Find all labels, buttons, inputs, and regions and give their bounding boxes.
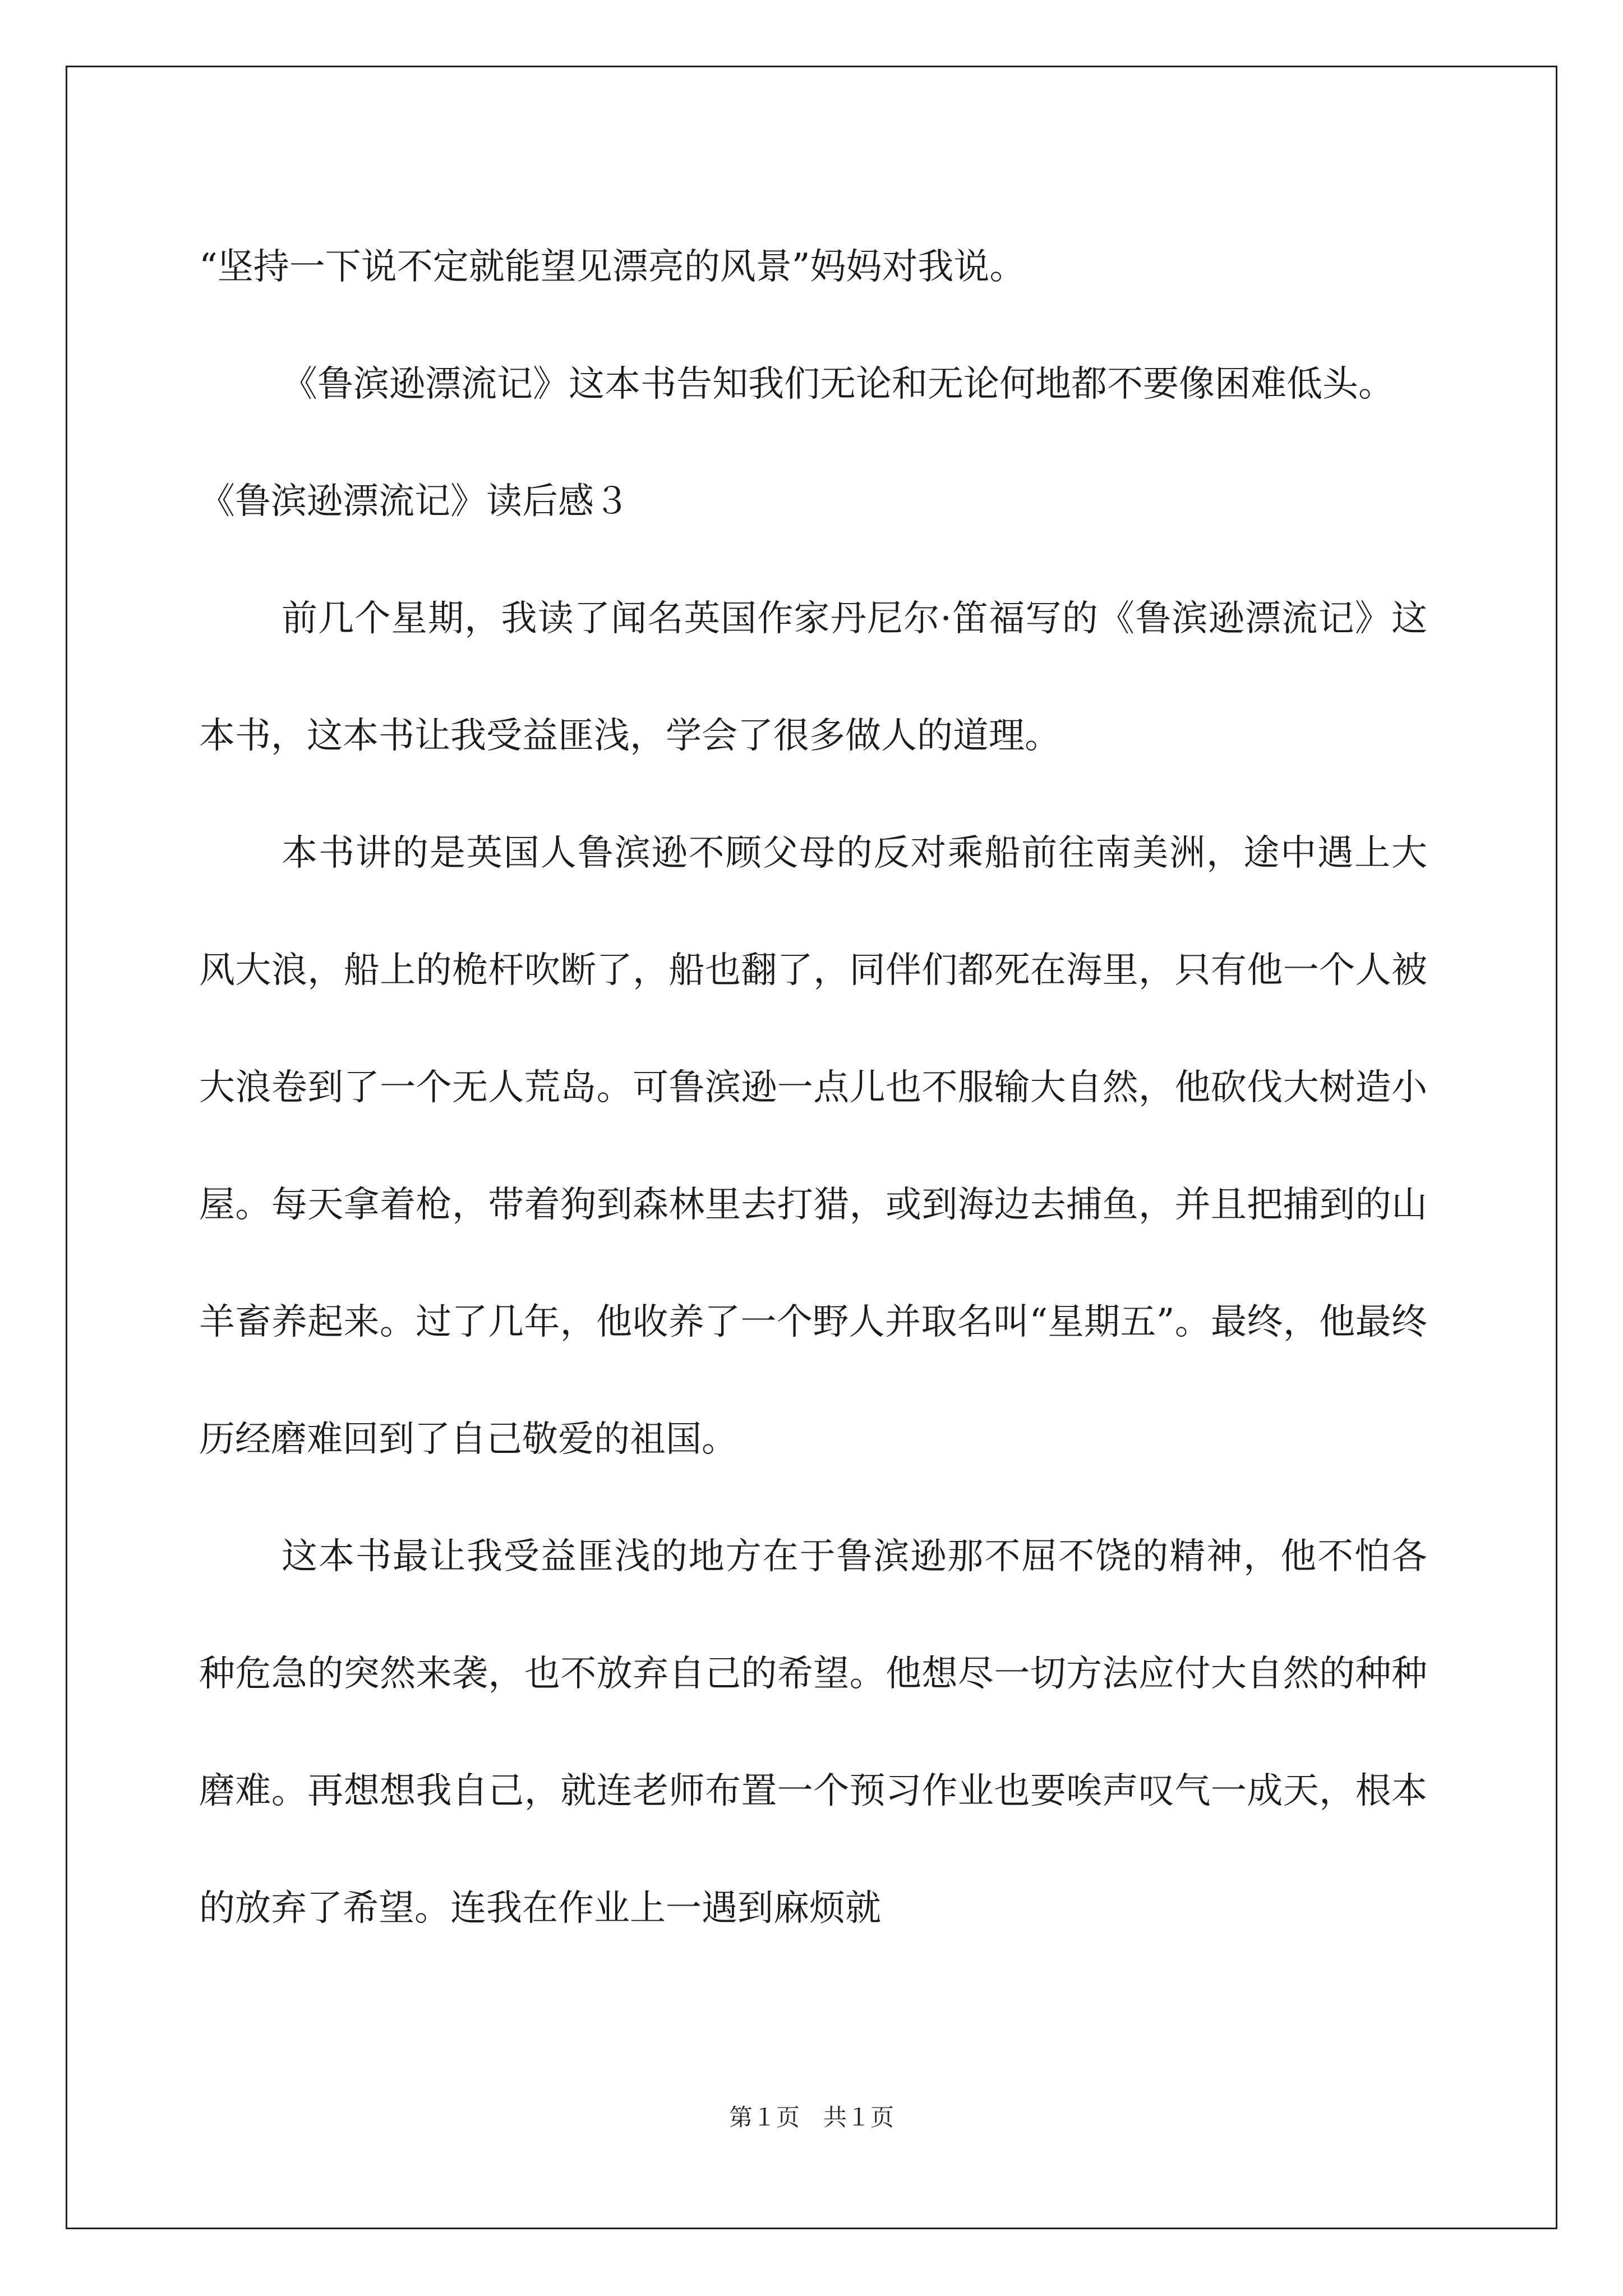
paragraph-reflection: 这本书最让我受益匪浅的地方在于鲁滨逊那不屈不饶的精神，他不怕各种危急的突然来袭，也不放弃自己的希望。他想尽一切方法应付大自然的种种磨难。再想想我自己，就连老师布置一个预习作业也要唉声叹气一成天，根本的放弃了希望。连我在作业上一遇到麻烦就	[199, 1536, 1427, 1929]
paragraph-intro: 前几个星期，我读了闻名英国作家丹尼尔·笛福写的《鲁滨逊漂流记》这本书，这本书让我受益匪浅，学会了很多做人的道理。	[199, 598, 1427, 757]
paragraph-conclusion: 《鲁滨逊漂流记》这本书告知我们无论和无论何地都不要像困难低头。	[282, 364, 1394, 405]
paragraph-quote: “坚持一下说不定就能望见漂亮的风景”妈妈对我说。	[199, 246, 1026, 288]
document-body	[199, 209, 1427, 1967]
paragraph-summary: 本书讲的是英国人鲁滨逊不顾父母的反对乘船前往南美洲，途中遇上大风大浪，船上的桅杆吹断了，船也翻了，同伴们都死在海里，只有他一个人被大浪卷到了一个无人荒岛。可鲁滨逊一点儿也不服输大自然，他砍伐大树造小屋。每天拿着枪，带着狗到森林里去打猎，或到海边去捕鱼，并且把捕到的山羊畜养起来。过了几年，他收养了一个野人并取名叫“星期五”。最终，他最终历经磨难回到了自己敬爱的祖国。	[199, 832, 1427, 1460]
section-heading: 《鲁滨逊漂流记》读后感３	[199, 481, 630, 522]
page-footer: 第１页 共１页	[728, 2104, 894, 2131]
